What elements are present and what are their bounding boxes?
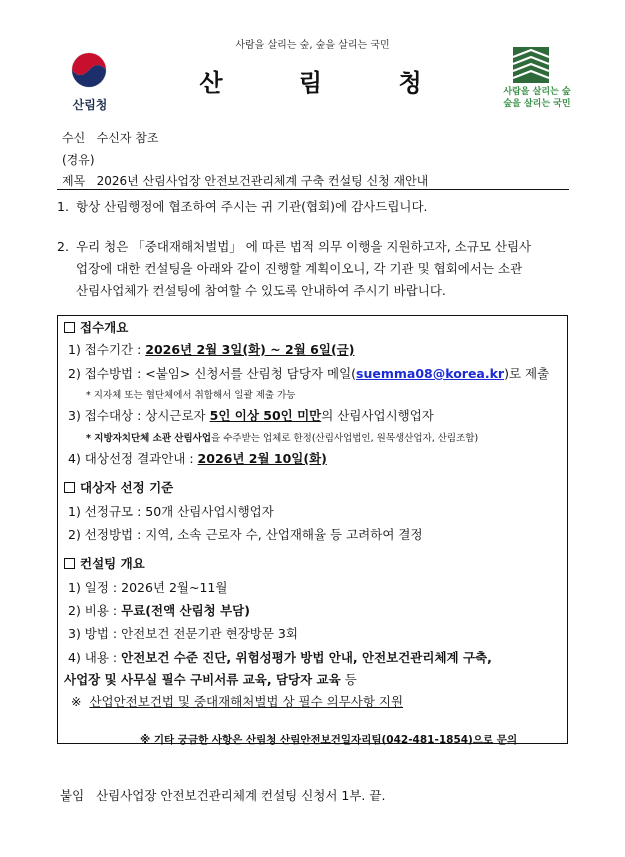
paragraph-2-line2: 업장에 대한 컨설팅을 아래와 같이 진행할 계획이오니, 각 기관 및 협회에서는 소관 (76, 261, 523, 276)
consulting-method: 3) 방법 : 안전보건 전문기관 현장방문 3회 (68, 626, 298, 641)
subject-row (62, 172, 428, 189)
attachment-line (60, 786, 385, 804)
consulting-schedule: 1) 일정 : 2026년 2월~11월 (68, 580, 228, 595)
paragraph-1 (57, 195, 572, 218)
selection-announcement: 4) 대상선정 결과안내 : 2026년 2월 10일(화) (68, 451, 327, 466)
attachment-label: 붙임 (60, 788, 85, 803)
criteria-method: 2) 선정방법 : 지역, 소속 근로자 수, 산업재해율 등 고려하여 결정 (68, 527, 423, 542)
consulting-note: ※ 산업안전보건법 및 중대재해처벌법 상 필수 의무사항 지원 (71, 694, 404, 709)
contact-info: ※ 기타 궁금한 사항은 산림청 산림안전보건일자리팀(042-481-1854)으로 문의 (140, 734, 518, 746)
reception-period: 1) 접수기간 : 2026년 2월 3일(화) ~ 2월 6일(금) (68, 342, 355, 357)
consulting-cost-value: 무료(전액 산림청 부담) (121, 603, 250, 618)
section-consulting-title: 컨설팅 개요 (64, 554, 145, 572)
square-bullet-icon (64, 322, 75, 333)
reception-method-note: * 지자체 또는 협단체에서 취합해서 일괄 제출 가능 (86, 390, 296, 401)
reception-method: 2) 접수방법 : <붙임> 신청서를 산림청 담당자 메일(suemma08@korea.kr)로 제출 (68, 366, 550, 381)
paragraph-2 (57, 236, 572, 302)
recipient-value: 수신자 참조 (96, 131, 159, 145)
right-logo-text (492, 86, 582, 110)
consulting-content: 4) 내용 : 안전보건 수준 진단, 위험성평가 방법 안내, 안전보건관리체계 구축, (68, 650, 492, 665)
paragraph-1-text: 항상 산림행정에 협조하여 주시는 귀 기관(협회)에 감사드립니다. (76, 199, 428, 214)
criteria-scale: 1) 선정규모 : 50개 산림사업시행업자 (68, 504, 274, 519)
page-title: 산 림 청 (199, 69, 456, 97)
recipient-row (62, 129, 158, 146)
section-reception-title: 접수개요 (64, 318, 128, 336)
right-logo-line1: 사람을 살리는 숲 (503, 87, 571, 97)
forest-service-logo-icon (513, 47, 549, 83)
attachment-value: 산림사업장 안전보건관리체계 컨설팅 신청서 1부. 끝. (96, 788, 386, 803)
header-slogan: 사람을 살리는 숲, 숲을 살리는 국민 (235, 40, 390, 51)
square-bullet-icon (64, 558, 75, 569)
left-logo-text: 산림청 (72, 98, 108, 112)
subject-divider (57, 189, 569, 190)
consulting-cost: 2) 비용 : 무료(전액 산림청 부담) (68, 603, 250, 618)
recipient-label: 수신 (62, 131, 86, 145)
right-logo-line2: 숲을 살리는 국민 (503, 99, 571, 109)
square-bullet-icon (64, 482, 75, 493)
paragraph-1-number: 1. (57, 199, 69, 214)
contact-email-link[interactable]: suemma08@korea.kr (356, 366, 505, 381)
consulting-content-cont: 사업장 및 사무실 필수 구비서류 교육, 담당자 교육 등 (64, 672, 357, 687)
reception-target: 3) 접수대상 : 상시근로자 5인 이상 50인 미만의 산림사업시행업자 (68, 408, 434, 423)
reception-target-note: * 지방자치단체 소관 산림사업을 수주받는 업체로 한정(산림사업법인, 원목생산업자, 산림조합) (86, 433, 479, 444)
reception-period-value: 2026년 2월 3일(화) ~ 2월 6일(금) (145, 342, 355, 357)
subject-value: 2026년 산림사업장 안전보건관리체계 구축 컨설팅 신청 재안내 (96, 174, 429, 188)
selection-announcement-value: 2026년 2월 10일(화) (197, 451, 327, 466)
reception-target-value: 5인 이상 50인 미만 (209, 408, 322, 423)
via-row: (경유) (62, 153, 95, 167)
section-criteria-title: 대상자 선정 기준 (64, 478, 173, 496)
paragraph-2-line3: 산림사업체가 컨설팅에 참여할 수 있도록 안내하여 주시기 바랍니다. (76, 283, 446, 298)
paragraph-2-number: 2. (57, 239, 69, 254)
paragraph-2-line1: 우리 청은 「중대재해처벌법」 에 따른 법적 의무 이행을 지원하고자, 소규모 산림사 (76, 239, 532, 254)
subject-label: 제목 (62, 174, 86, 188)
